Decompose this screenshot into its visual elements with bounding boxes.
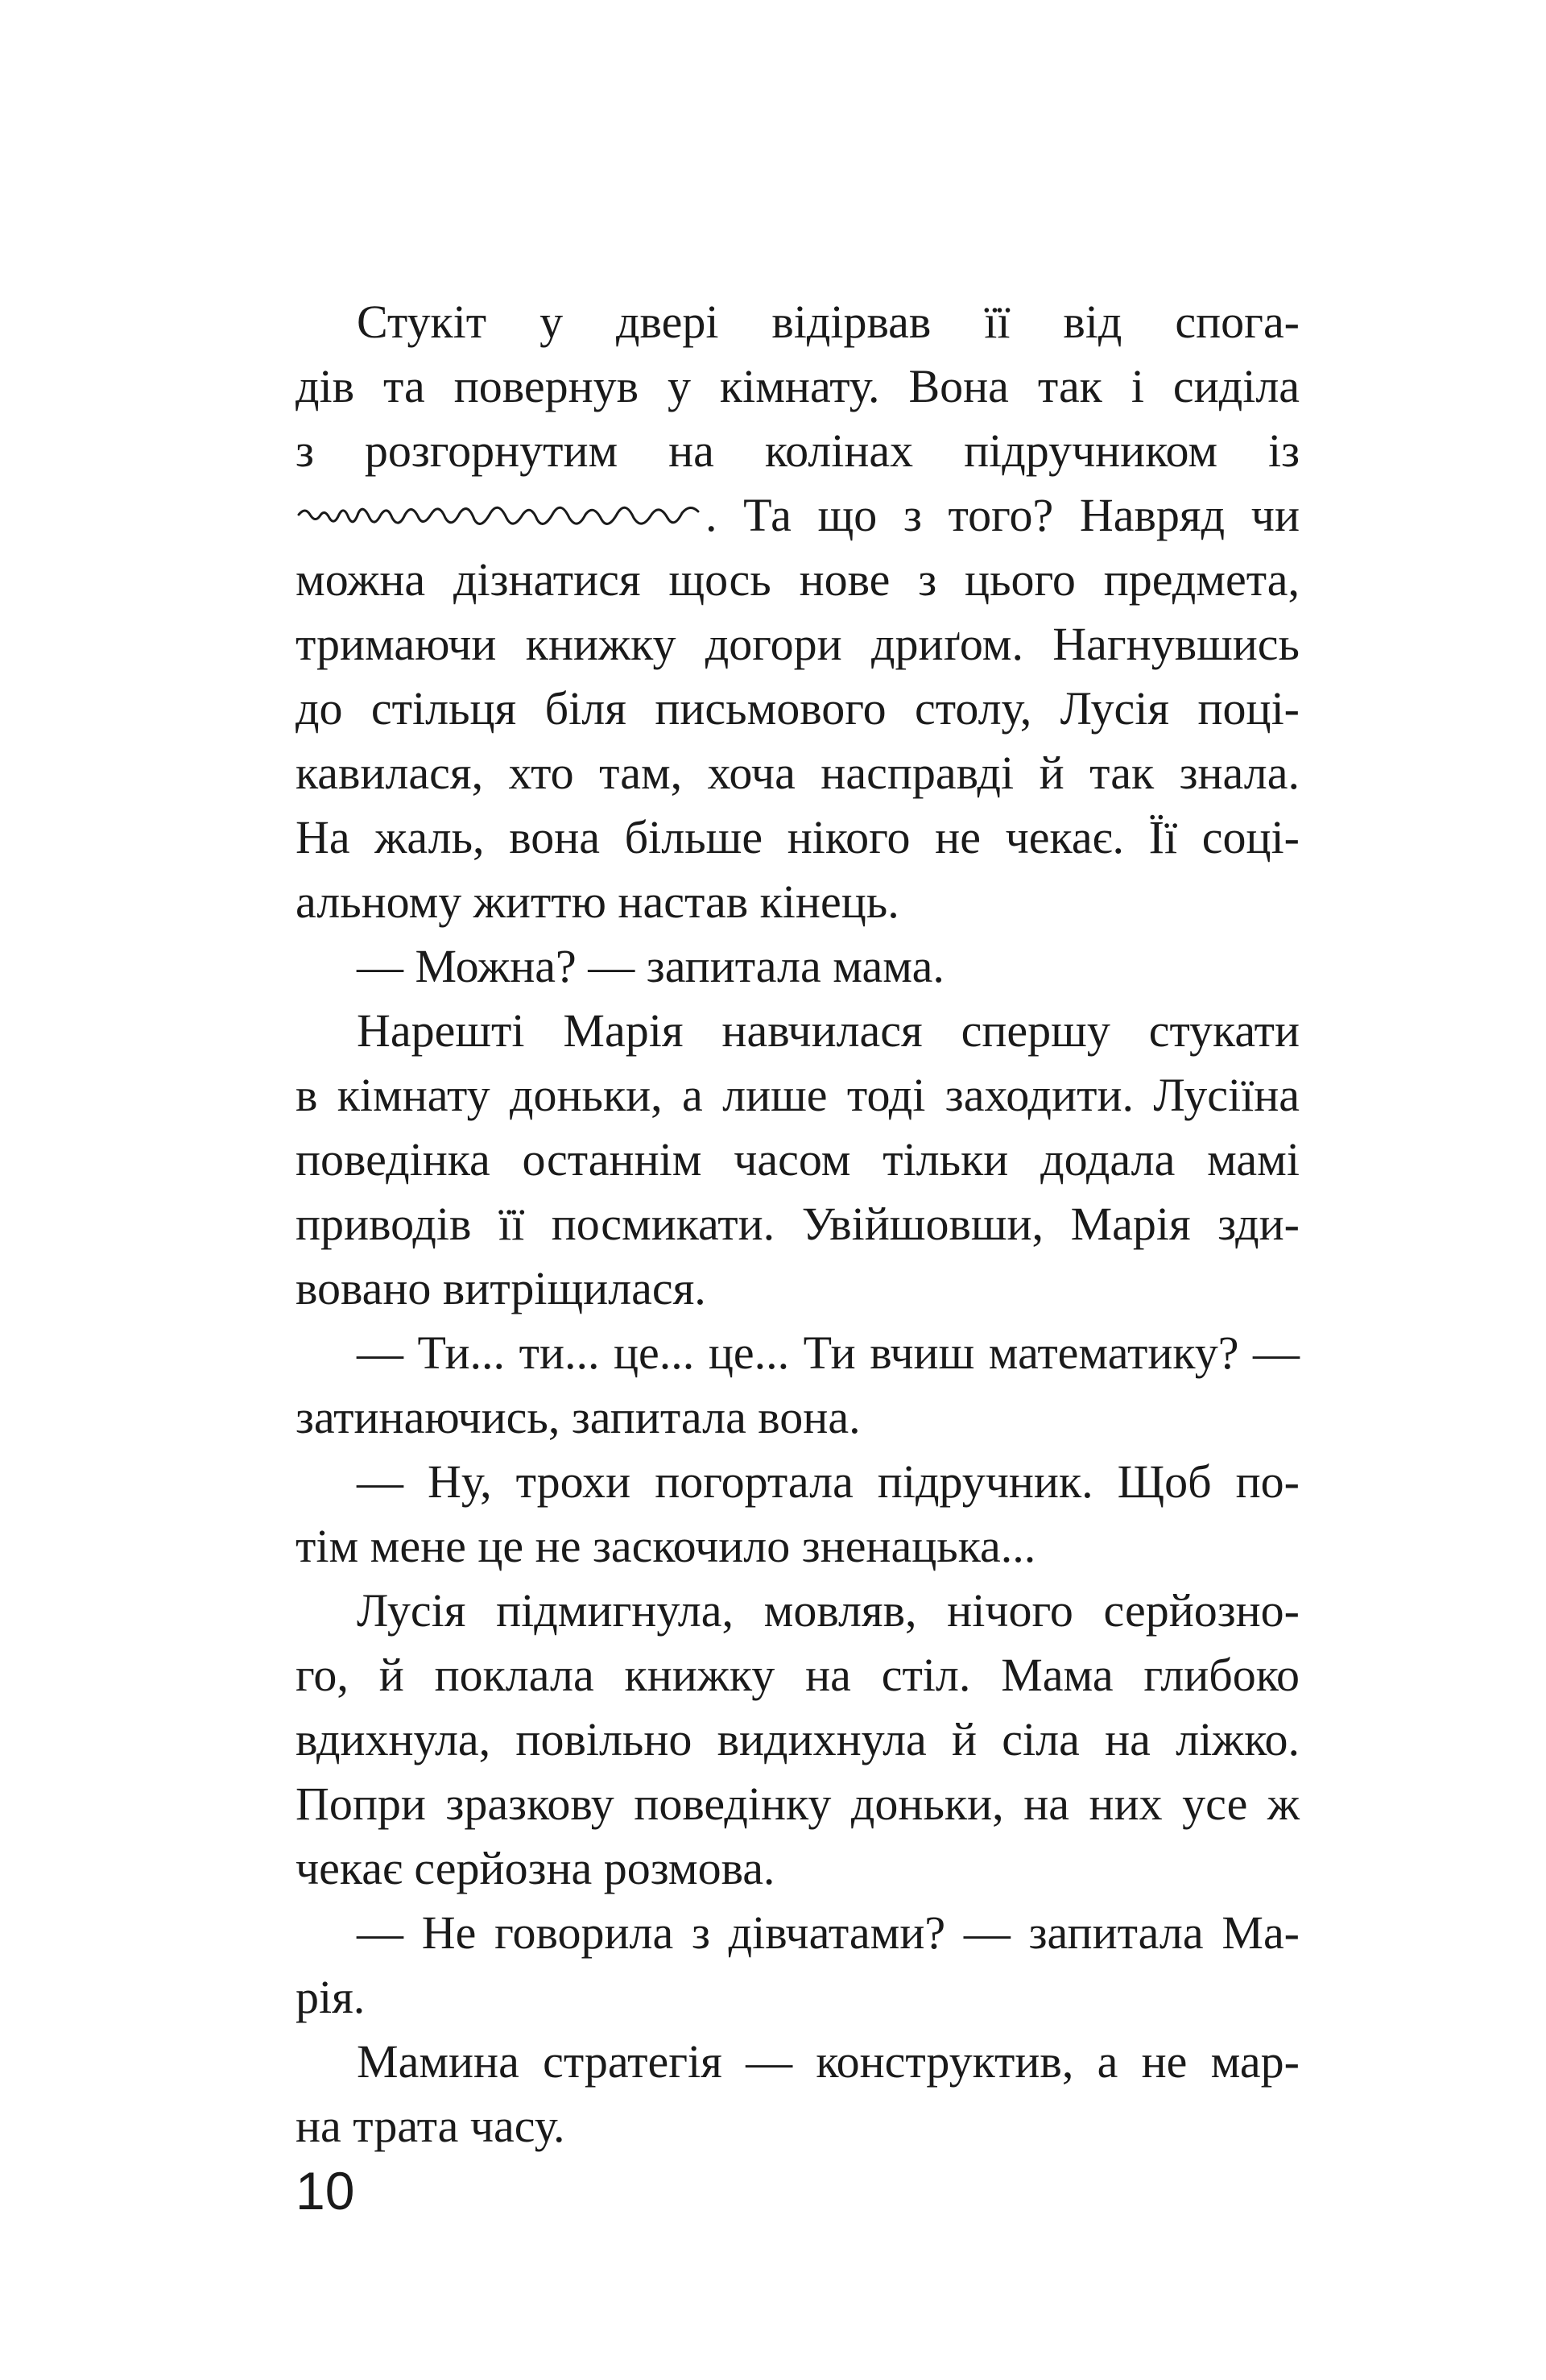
text-line-content: в кімнату доньки, а лише тоді заходити. Лусіїна	[296, 1069, 1300, 1121]
text-line-content: тримаючи книжку догори дриґом. Нагнувшись	[296, 618, 1300, 670]
text-line-content: тім мене це не заскочило зненацька...	[296, 1520, 1036, 1572]
body-text	[296, 290, 1300, 2159]
text-line-content: альному життю настав кінець.	[296, 875, 899, 928]
text-line	[296, 483, 1300, 548]
text-line-content: до стільця біля письмового столу, Лусія поці-	[296, 682, 1300, 735]
text-line	[296, 1385, 1300, 1450]
text-line-content: затинаючись, запитала вона.	[296, 1391, 861, 1443]
text-line	[296, 419, 1300, 483]
text-line-content: на трата часу.	[296, 2100, 565, 2152]
text-line	[296, 612, 1300, 677]
text-line	[296, 2030, 1300, 2094]
text-line-content: дів та повернув у кімнату. Вона так і сиділа	[296, 360, 1300, 412]
text-line	[296, 1256, 1300, 1321]
text-line-content: вовано витріщилася.	[296, 1262, 706, 1314]
text-line	[296, 2094, 1300, 2159]
text-line	[296, 1514, 1300, 1579]
text-line-content: — Ну, трохи погортала підручник. Щоб по-	[357, 1455, 1300, 1508]
page-number: 10	[296, 2161, 355, 2221]
text-line-content: — Не говорила з дівчатами? — запитала Ма-	[357, 1906, 1300, 1959]
text-line	[296, 1836, 1300, 1901]
text-line	[296, 1128, 1300, 1192]
text-line-content: Попри зразкову поведінку доньки, на них усе ж	[296, 1778, 1300, 1830]
text-line	[296, 1901, 1300, 1965]
text-line-content: з розгорнутим на колінах підручником із	[296, 424, 1300, 477]
text-line-content: чекає серйозна розмова.	[296, 1842, 775, 1894]
text-line-content: . Та що з того? Навряд чи	[705, 489, 1300, 541]
text-line	[296, 1192, 1300, 1256]
text-line	[296, 1643, 1300, 1707]
text-line	[296, 1321, 1300, 1385]
text-line	[296, 677, 1300, 741]
text-line	[296, 870, 1300, 934]
text-line-content: кавилася, хто там, хоча насправді й так знала.	[296, 747, 1300, 799]
text-line	[296, 741, 1300, 805]
text-line	[296, 1707, 1300, 1772]
text-line-content: Стукіт у двері відірвав її від спога-	[357, 296, 1300, 348]
text-line	[296, 805, 1300, 870]
text-line	[296, 999, 1300, 1063]
text-line-content: Лусія підмигнула, мовляв, нічого серйозно-	[357, 1584, 1300, 1637]
scribble-mark	[296, 497, 702, 537]
text-line-content: го, й поклала книжку на стіл. Мама глибоко	[296, 1649, 1300, 1701]
text-line	[296, 934, 1300, 999]
text-line	[296, 548, 1300, 612]
text-line-content: Нарешті Марія навчилася спершу стукати	[357, 1004, 1300, 1057]
text-line-content: рія.	[296, 1971, 366, 2023]
text-line-content: приводів її посмикати. Увійшовши, Марія зди-	[296, 1198, 1300, 1250]
text-line-content: Мамина стратегія — конструктив, а не мар-	[357, 2035, 1300, 2088]
text-line-content: — Ти... ти... це... це... Ти вчиш математику? —	[357, 1327, 1300, 1379]
text-line	[296, 1450, 1300, 1514]
text-line-content: можна дізнатися щось нове з цього предмета,	[296, 553, 1300, 606]
text-line-content: — Можна? — запитала мама.	[357, 940, 945, 992]
text-line-content: поведінка останнім часом тільки додала мамі	[296, 1133, 1300, 1186]
text-line	[296, 290, 1300, 354]
text-line-content: вдихнула, повільно видихнула й сіла на ліжко.	[296, 1713, 1300, 1765]
text-line	[296, 1772, 1300, 1836]
text-line	[296, 1063, 1300, 1128]
text-line	[296, 1965, 1300, 2030]
text-line-content: На жаль, вона більше нікого не чекає. Її соці-	[296, 811, 1300, 863]
text-line	[296, 354, 1300, 419]
text-line	[296, 1579, 1300, 1643]
